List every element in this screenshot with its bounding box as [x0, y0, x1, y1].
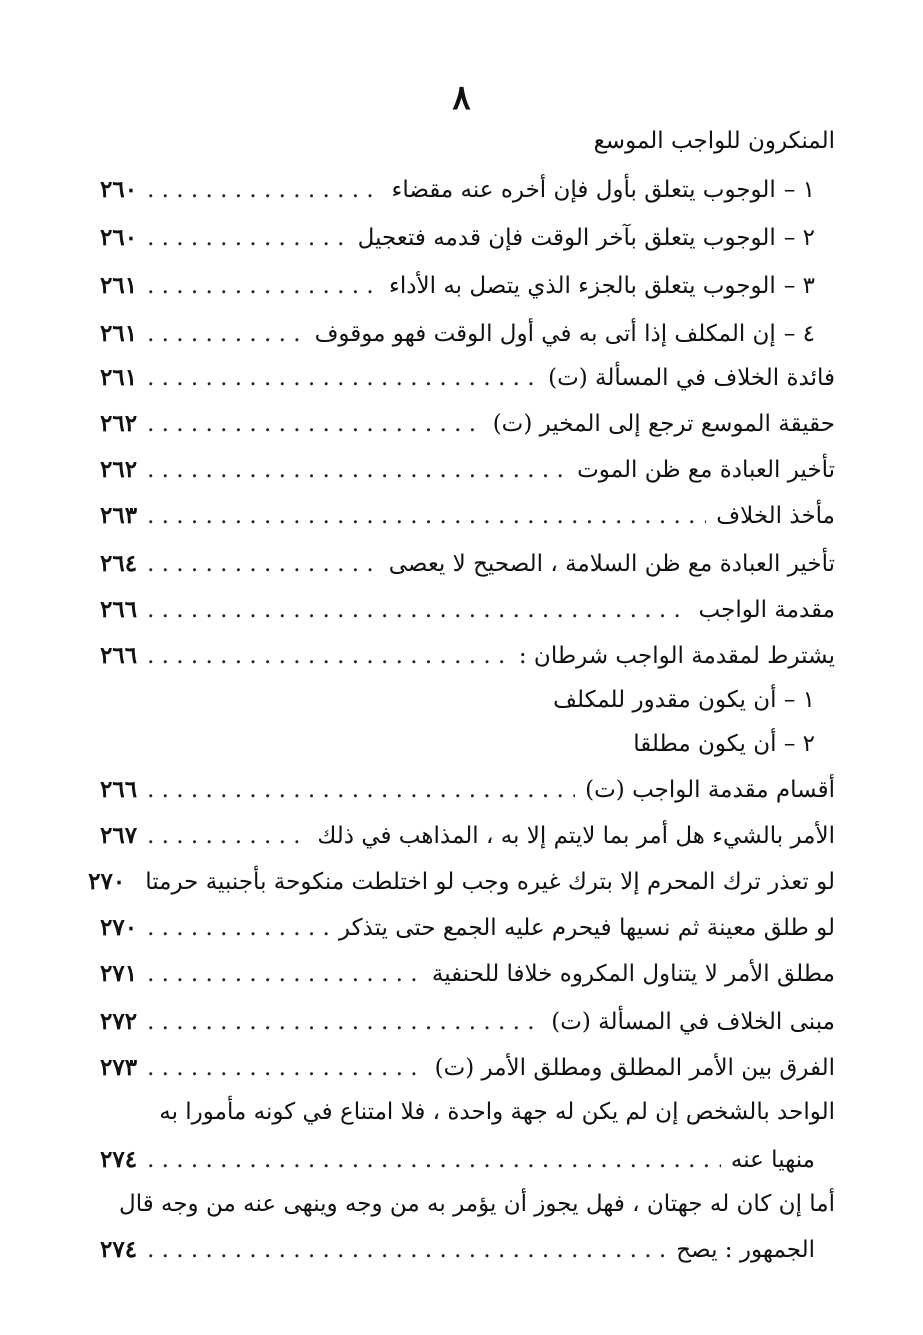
toc-entry: [100, 1002, 835, 1042]
toc-entry: [100, 496, 835, 536]
multi-entry-line1: الواحد بالشخص إن لم يكن له جهة واحدة ، فلا امتناع في كونه مأمورا به: [159, 1099, 835, 1125]
entry-page: ٢٦٤: [100, 550, 138, 577]
entry-title: منهيا عنه: [730, 1147, 815, 1173]
entry-title: الوجوب يتعلق بآخر الوقت فإن قدمه فتعجيل: [357, 225, 776, 251]
toc-entry: [100, 908, 835, 948]
entry-title: إن المكلف إذا أتى به في أول الوقت فهو موقوف: [314, 321, 776, 347]
toc-entry: [100, 1048, 835, 1088]
toc-entry: [100, 218, 815, 258]
leader-dots: [147, 170, 381, 210]
section-header: المنكرون للواجب الموسع: [593, 128, 835, 154]
entry-page: ٢٧٢: [100, 1008, 138, 1035]
leader-dots: [147, 636, 509, 676]
sub-item-number: ١ –: [783, 687, 815, 713]
leader-dots: [147, 908, 329, 948]
leader-dots: [147, 450, 567, 490]
entry-title: الفرق بين الأمر المطلق ومطلق الأمر (ت): [434, 1055, 835, 1081]
leader-dots: [147, 404, 483, 444]
entry-title: الأمر بالشيء هل أمر بما لايتم إلا به ، المذاهب في ذلك: [317, 823, 835, 849]
entry-number: ٤ –: [783, 321, 815, 347]
entry-page: ٢٦٢: [100, 456, 138, 483]
leader-dots: [147, 770, 575, 810]
entry-title: تأخير العبادة مع ظن الموت: [577, 457, 835, 483]
toc-entry: [88, 862, 835, 902]
toc-entry: [100, 816, 835, 856]
leader-dots: [147, 1230, 666, 1270]
toc-entry: [100, 770, 835, 810]
sub-item-title: أن يكون مقدور للمكلف: [553, 687, 777, 713]
leader-dots: [147, 816, 307, 856]
entry-number: ١ –: [783, 177, 815, 203]
entry-page: ٢٦٦: [100, 642, 138, 669]
entry-title: أقسام مقدمة الواجب (ت): [585, 777, 835, 803]
entry-page: ٢٦٢: [100, 410, 138, 437]
entry-title: مأخذ الخلاف: [716, 503, 835, 529]
sub-item-title: أن يكون مطلقا: [633, 731, 777, 757]
toc-entry: [100, 314, 815, 354]
leader-dots: [147, 1140, 721, 1180]
entry-title: مطلق الأمر لا يتناول المكروه خلافا للحنفية: [431, 961, 835, 987]
page-number: ٨: [452, 78, 471, 118]
entry-title: يشترط لمقدمة الواجب شرطان :: [518, 643, 835, 669]
toc-entry: [100, 170, 815, 210]
toc-entry: [100, 544, 835, 584]
toc-entry: [100, 404, 835, 444]
entry-page: ٢٦٠: [100, 224, 138, 251]
toc-entry: [100, 954, 835, 994]
leader-dots: [147, 1002, 541, 1042]
entry-title: حقيقة الموسع ترجع إلى المخير (ت): [492, 411, 835, 437]
toc-entry: [100, 450, 835, 490]
entry-page: ٢٧٤: [100, 1236, 138, 1263]
toc-entry: [100, 358, 835, 398]
toc-entry: [100, 1140, 815, 1180]
toc-entry: [100, 636, 835, 676]
sub-item-number: ٢ –: [783, 731, 815, 757]
multi-entry-line1: أما إن كان له جهتان ، فهل يجوز أن يؤمر به من وجه وينهى عنه من وجه قال: [118, 1191, 835, 1217]
leader-dots: [147, 496, 706, 536]
entry-page: ٢٦١: [100, 272, 138, 299]
entry-title: مقدمة الواجب: [698, 597, 835, 623]
entry-title: لو طلق معينة ثم نسيها فيحرم عليه الجمع حتى يتذكر: [338, 915, 835, 941]
entry-page: ٢٧١: [100, 960, 138, 987]
entry-number: ٣ –: [783, 273, 815, 299]
entry-number: ٢ –: [783, 225, 815, 251]
leader-dots: [147, 590, 688, 630]
entry-page: ٢٦٦: [100, 596, 138, 623]
entry-title: الوجوب يتعلق بالجزء الذي يتصل به الأداء: [389, 273, 776, 299]
entry-page: ٢٦٦: [100, 776, 138, 803]
toc-entry: [100, 1230, 815, 1270]
sub-item: [553, 680, 815, 720]
leader-dots: [147, 266, 379, 306]
entry-page: ٢٦١: [100, 320, 138, 347]
leader-dots: [147, 1048, 425, 1088]
entry-title: مبنى الخلاف في المسألة (ت): [551, 1009, 835, 1035]
sub-item: [633, 724, 815, 764]
entry-page: ٢٦١: [100, 364, 138, 391]
entry-page: ٢٧٤: [100, 1146, 138, 1173]
entry-page: ٢٦٠: [100, 176, 138, 203]
entry-title: فائدة الخلاف في المسألة (ت): [548, 365, 835, 391]
leader-dots: [147, 954, 422, 994]
leader-dots: [147, 314, 305, 354]
toc-entry: [100, 590, 835, 630]
leader-dots: [147, 218, 348, 258]
entry-title: الوجوب يتعلق بأول فإن أخره عنه مقضاء: [391, 177, 776, 203]
entry-page: ٢٦٧: [100, 822, 138, 849]
entry-page: ٢٧٣: [100, 1054, 138, 1081]
entry-title: الجمهور : يصح: [676, 1237, 815, 1263]
entry-title: تأخير العبادة مع ظن السلامة ، الصحيح لا يعصى: [388, 551, 835, 577]
leader-dots: [147, 544, 379, 584]
entry-page: ٢٧٠: [100, 914, 138, 941]
toc-entry: [100, 266, 815, 306]
entry-page: ٢٦٣: [100, 502, 138, 529]
entry-title: لو تعذر ترك المحرم إلا بترك غيره وجب لو اختلطت منكوحة بأجنبية حرمتا: [145, 869, 835, 895]
entry-page: ٢٧٠: [88, 868, 126, 895]
leader-dots: [147, 358, 538, 398]
